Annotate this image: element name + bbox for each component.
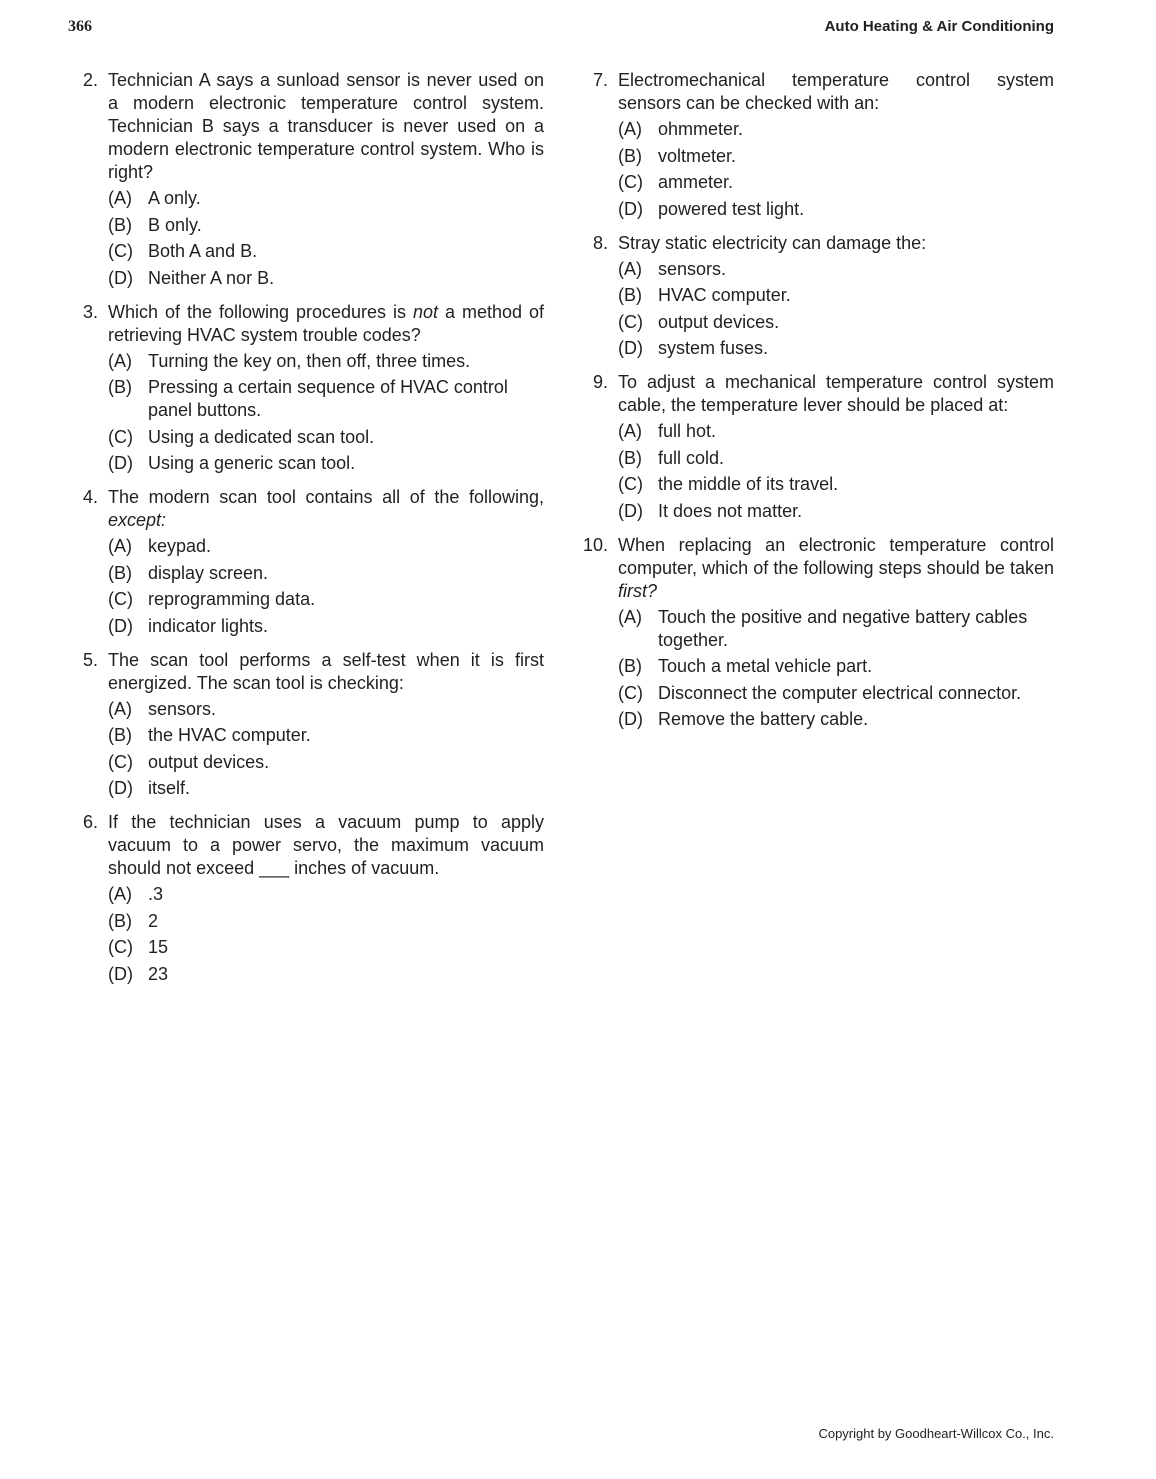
option-text: .3 bbox=[148, 884, 164, 904]
option-letter: (A) bbox=[108, 884, 132, 904]
answer-option bbox=[618, 420, 1054, 443]
option-text: Touch the positive and negative battery cables together. bbox=[658, 606, 1028, 650]
option-letter: (A) bbox=[618, 606, 642, 627]
option-letter: (C) bbox=[618, 474, 643, 494]
option-text: itself. bbox=[148, 778, 191, 798]
answer-option bbox=[618, 171, 1054, 194]
answer-option bbox=[618, 311, 1054, 334]
question-stem: Electromechanical temperature control system sensors can be checked with an: bbox=[618, 70, 1054, 113]
question-number: 9. bbox=[592, 372, 608, 392]
answer-option bbox=[108, 376, 544, 422]
emphasis-text: not bbox=[412, 301, 438, 322]
question-8 bbox=[578, 232, 1054, 361]
option-text: Disconnect the computer electrical connector. bbox=[658, 682, 1022, 703]
question-number: 6. bbox=[82, 812, 98, 832]
option-text: 23 bbox=[148, 963, 169, 984]
option-text: output devices. bbox=[658, 311, 780, 332]
option-text: full hot. bbox=[658, 421, 717, 441]
question-6 bbox=[68, 811, 544, 986]
answer-option bbox=[108, 562, 544, 585]
question-stem: To adjust a mechanical temperature control system cable, the temperature lever should be placed at: bbox=[618, 372, 1054, 415]
option-text: Pressing a certain sequence of HVAC control panel buttons. bbox=[148, 377, 508, 420]
answer-option bbox=[108, 240, 544, 263]
option-text: indicator lights. bbox=[148, 615, 269, 636]
option-letter: (C) bbox=[618, 172, 643, 192]
answer-options bbox=[108, 535, 544, 638]
answer-option bbox=[108, 426, 544, 449]
option-text: Touch a metal vehicle part. bbox=[658, 656, 873, 676]
question-number: 5. bbox=[82, 649, 98, 670]
option-letter: (D) bbox=[618, 500, 643, 521]
emphasis-text: except: bbox=[108, 510, 167, 530]
question-2 bbox=[68, 69, 544, 290]
option-text: A only. bbox=[148, 188, 201, 208]
option-text: the HVAC computer. bbox=[148, 725, 311, 745]
option-text: Using a dedicated scan tool. bbox=[148, 426, 375, 447]
answer-option bbox=[108, 698, 544, 721]
option-letter: (B) bbox=[618, 285, 642, 305]
option-letter: (B) bbox=[108, 377, 132, 397]
answer-option bbox=[618, 473, 1054, 496]
answer-option bbox=[108, 910, 544, 933]
question-3 bbox=[68, 301, 544, 476]
right-column bbox=[578, 69, 1054, 742]
option-letter: (A) bbox=[108, 188, 132, 208]
answer-option bbox=[108, 350, 544, 373]
answer-option bbox=[108, 187, 544, 210]
page-number: 366 bbox=[68, 18, 92, 35]
question-number: 3. bbox=[82, 301, 98, 322]
answer-option bbox=[618, 118, 1054, 141]
option-letter: (B) bbox=[108, 910, 132, 931]
question-number: 7. bbox=[592, 70, 608, 90]
answer-options bbox=[108, 698, 544, 801]
running-head-title: Auto Heating & Air Conditioning bbox=[824, 18, 1054, 35]
answer-option bbox=[108, 588, 544, 611]
option-letter: (B) bbox=[108, 214, 132, 235]
option-letter: (D) bbox=[108, 615, 133, 636]
question-5 bbox=[68, 649, 544, 801]
question-stem: Technician A says a sunload sensor is never used on a modern electronic temperature control system. Technician B says a transducer is never used on a modern electronic temperature control system. Who is right? bbox=[108, 70, 544, 182]
option-text: Neither A nor B. bbox=[148, 267, 275, 288]
answer-options bbox=[108, 350, 544, 476]
answer-option bbox=[618, 447, 1054, 470]
question-stem: When replacing an electronic temperature control computer, which of the following steps should be taken first? bbox=[618, 534, 1054, 601]
question-stem: Stray static electricity can damage the: bbox=[618, 232, 927, 253]
answer-option bbox=[108, 267, 544, 290]
answer-option bbox=[618, 145, 1054, 168]
answer-option bbox=[618, 337, 1054, 360]
option-letter: (B) bbox=[108, 562, 132, 583]
question-7 bbox=[578, 69, 1054, 221]
option-letter: (A) bbox=[618, 258, 642, 279]
question-9 bbox=[578, 371, 1054, 523]
option-letter: (D) bbox=[108, 963, 133, 984]
option-letter: (D) bbox=[618, 198, 643, 219]
option-letter: (D) bbox=[108, 267, 133, 288]
answer-option bbox=[618, 258, 1054, 281]
option-text: sensors. bbox=[148, 698, 217, 719]
option-text: powered test light. bbox=[658, 198, 805, 219]
answer-option bbox=[618, 198, 1054, 221]
option-text: ammeter. bbox=[658, 172, 734, 192]
answer-option bbox=[108, 883, 544, 906]
answer-option bbox=[108, 936, 544, 959]
question-stem: The modern scan tool contains all of the following, except: bbox=[108, 487, 544, 530]
option-text: reprogramming data. bbox=[148, 589, 316, 609]
answer-option bbox=[618, 284, 1054, 307]
option-letter: (D) bbox=[108, 453, 133, 473]
question-stem: The scan tool performs a self-test when it is first energized. The scan tool is checking: bbox=[108, 649, 544, 693]
option-letter: (D) bbox=[618, 338, 643, 358]
option-text: HVAC computer. bbox=[658, 285, 791, 305]
option-text: Remove the battery cable. bbox=[658, 709, 869, 729]
answer-option bbox=[108, 615, 544, 638]
answer-option bbox=[108, 724, 544, 747]
answer-option bbox=[108, 963, 544, 986]
question-number: 2. bbox=[82, 70, 98, 90]
option-letter: (D) bbox=[618, 709, 643, 729]
question-number: 10. bbox=[582, 534, 608, 555]
answer-option bbox=[108, 777, 544, 800]
answer-options bbox=[108, 883, 544, 986]
option-letter: (C) bbox=[618, 311, 643, 332]
left-column bbox=[68, 69, 544, 997]
option-letter: (C) bbox=[108, 426, 133, 447]
answer-options bbox=[618, 258, 1054, 361]
option-text: system fuses. bbox=[658, 338, 769, 358]
answer-option bbox=[618, 655, 1054, 678]
option-letter: (A) bbox=[108, 350, 132, 371]
option-text: B only. bbox=[148, 214, 202, 235]
copyright-footer: Copyright by Goodheart-Willcox Co., Inc. bbox=[818, 1426, 1054, 1441]
option-text: It does not matter. bbox=[658, 500, 803, 521]
option-letter: (B) bbox=[618, 656, 642, 676]
option-text: Using a generic scan tool. bbox=[148, 453, 356, 473]
answer-option bbox=[108, 452, 544, 475]
option-text: ohmmeter. bbox=[658, 119, 744, 139]
option-letter: (C) bbox=[108, 751, 133, 772]
answer-option bbox=[108, 751, 544, 774]
option-letter: (A) bbox=[108, 536, 132, 556]
question-number: 4. bbox=[82, 487, 98, 507]
question-stem: If the technician uses a vacuum pump to apply vacuum to a power servo, the maximum vacuum should not exceed ___ inches of vacuum. bbox=[108, 812, 544, 878]
answer-option bbox=[618, 708, 1054, 731]
question-10 bbox=[578, 534, 1054, 732]
option-letter: (D) bbox=[108, 778, 133, 798]
question-number: 8. bbox=[592, 232, 608, 253]
answer-option bbox=[618, 682, 1054, 705]
question-stem: Which of the following procedures is not a method of retrieving HVAC system trouble codes? bbox=[108, 301, 544, 345]
option-letter: (B) bbox=[108, 725, 132, 745]
option-text: Both A and B. bbox=[148, 241, 258, 261]
option-text: output devices. bbox=[148, 751, 270, 772]
answer-option bbox=[108, 535, 544, 558]
option-text: Turning the key on, then off, three times. bbox=[148, 350, 471, 371]
option-letter: (A) bbox=[108, 698, 132, 719]
answer-options bbox=[108, 187, 544, 290]
option-text: sensors. bbox=[658, 258, 727, 279]
option-text: display screen. bbox=[148, 562, 269, 583]
option-text: voltmeter. bbox=[658, 145, 737, 166]
option-letter: (A) bbox=[618, 119, 642, 139]
answer-options bbox=[618, 420, 1054, 523]
option-letter: (B) bbox=[618, 145, 642, 166]
option-letter: (C) bbox=[108, 241, 133, 261]
answer-option bbox=[618, 606, 1054, 652]
option-text: 15 bbox=[148, 937, 169, 957]
option-letter: (A) bbox=[618, 421, 642, 441]
option-text: keypad. bbox=[148, 536, 212, 556]
option-letter: (C) bbox=[618, 682, 643, 703]
option-text: the middle of its travel. bbox=[658, 474, 839, 494]
answer-option bbox=[618, 500, 1054, 523]
option-letter: (C) bbox=[108, 589, 133, 609]
option-letter: (B) bbox=[618, 447, 642, 468]
emphasis-text: first? bbox=[618, 580, 658, 601]
option-text: full cold. bbox=[658, 447, 725, 468]
answer-option bbox=[108, 214, 544, 237]
answer-options bbox=[618, 118, 1054, 221]
option-text: 2 bbox=[148, 910, 159, 931]
question-4 bbox=[68, 486, 544, 638]
answer-options bbox=[618, 606, 1054, 732]
option-letter: (C) bbox=[108, 937, 133, 957]
